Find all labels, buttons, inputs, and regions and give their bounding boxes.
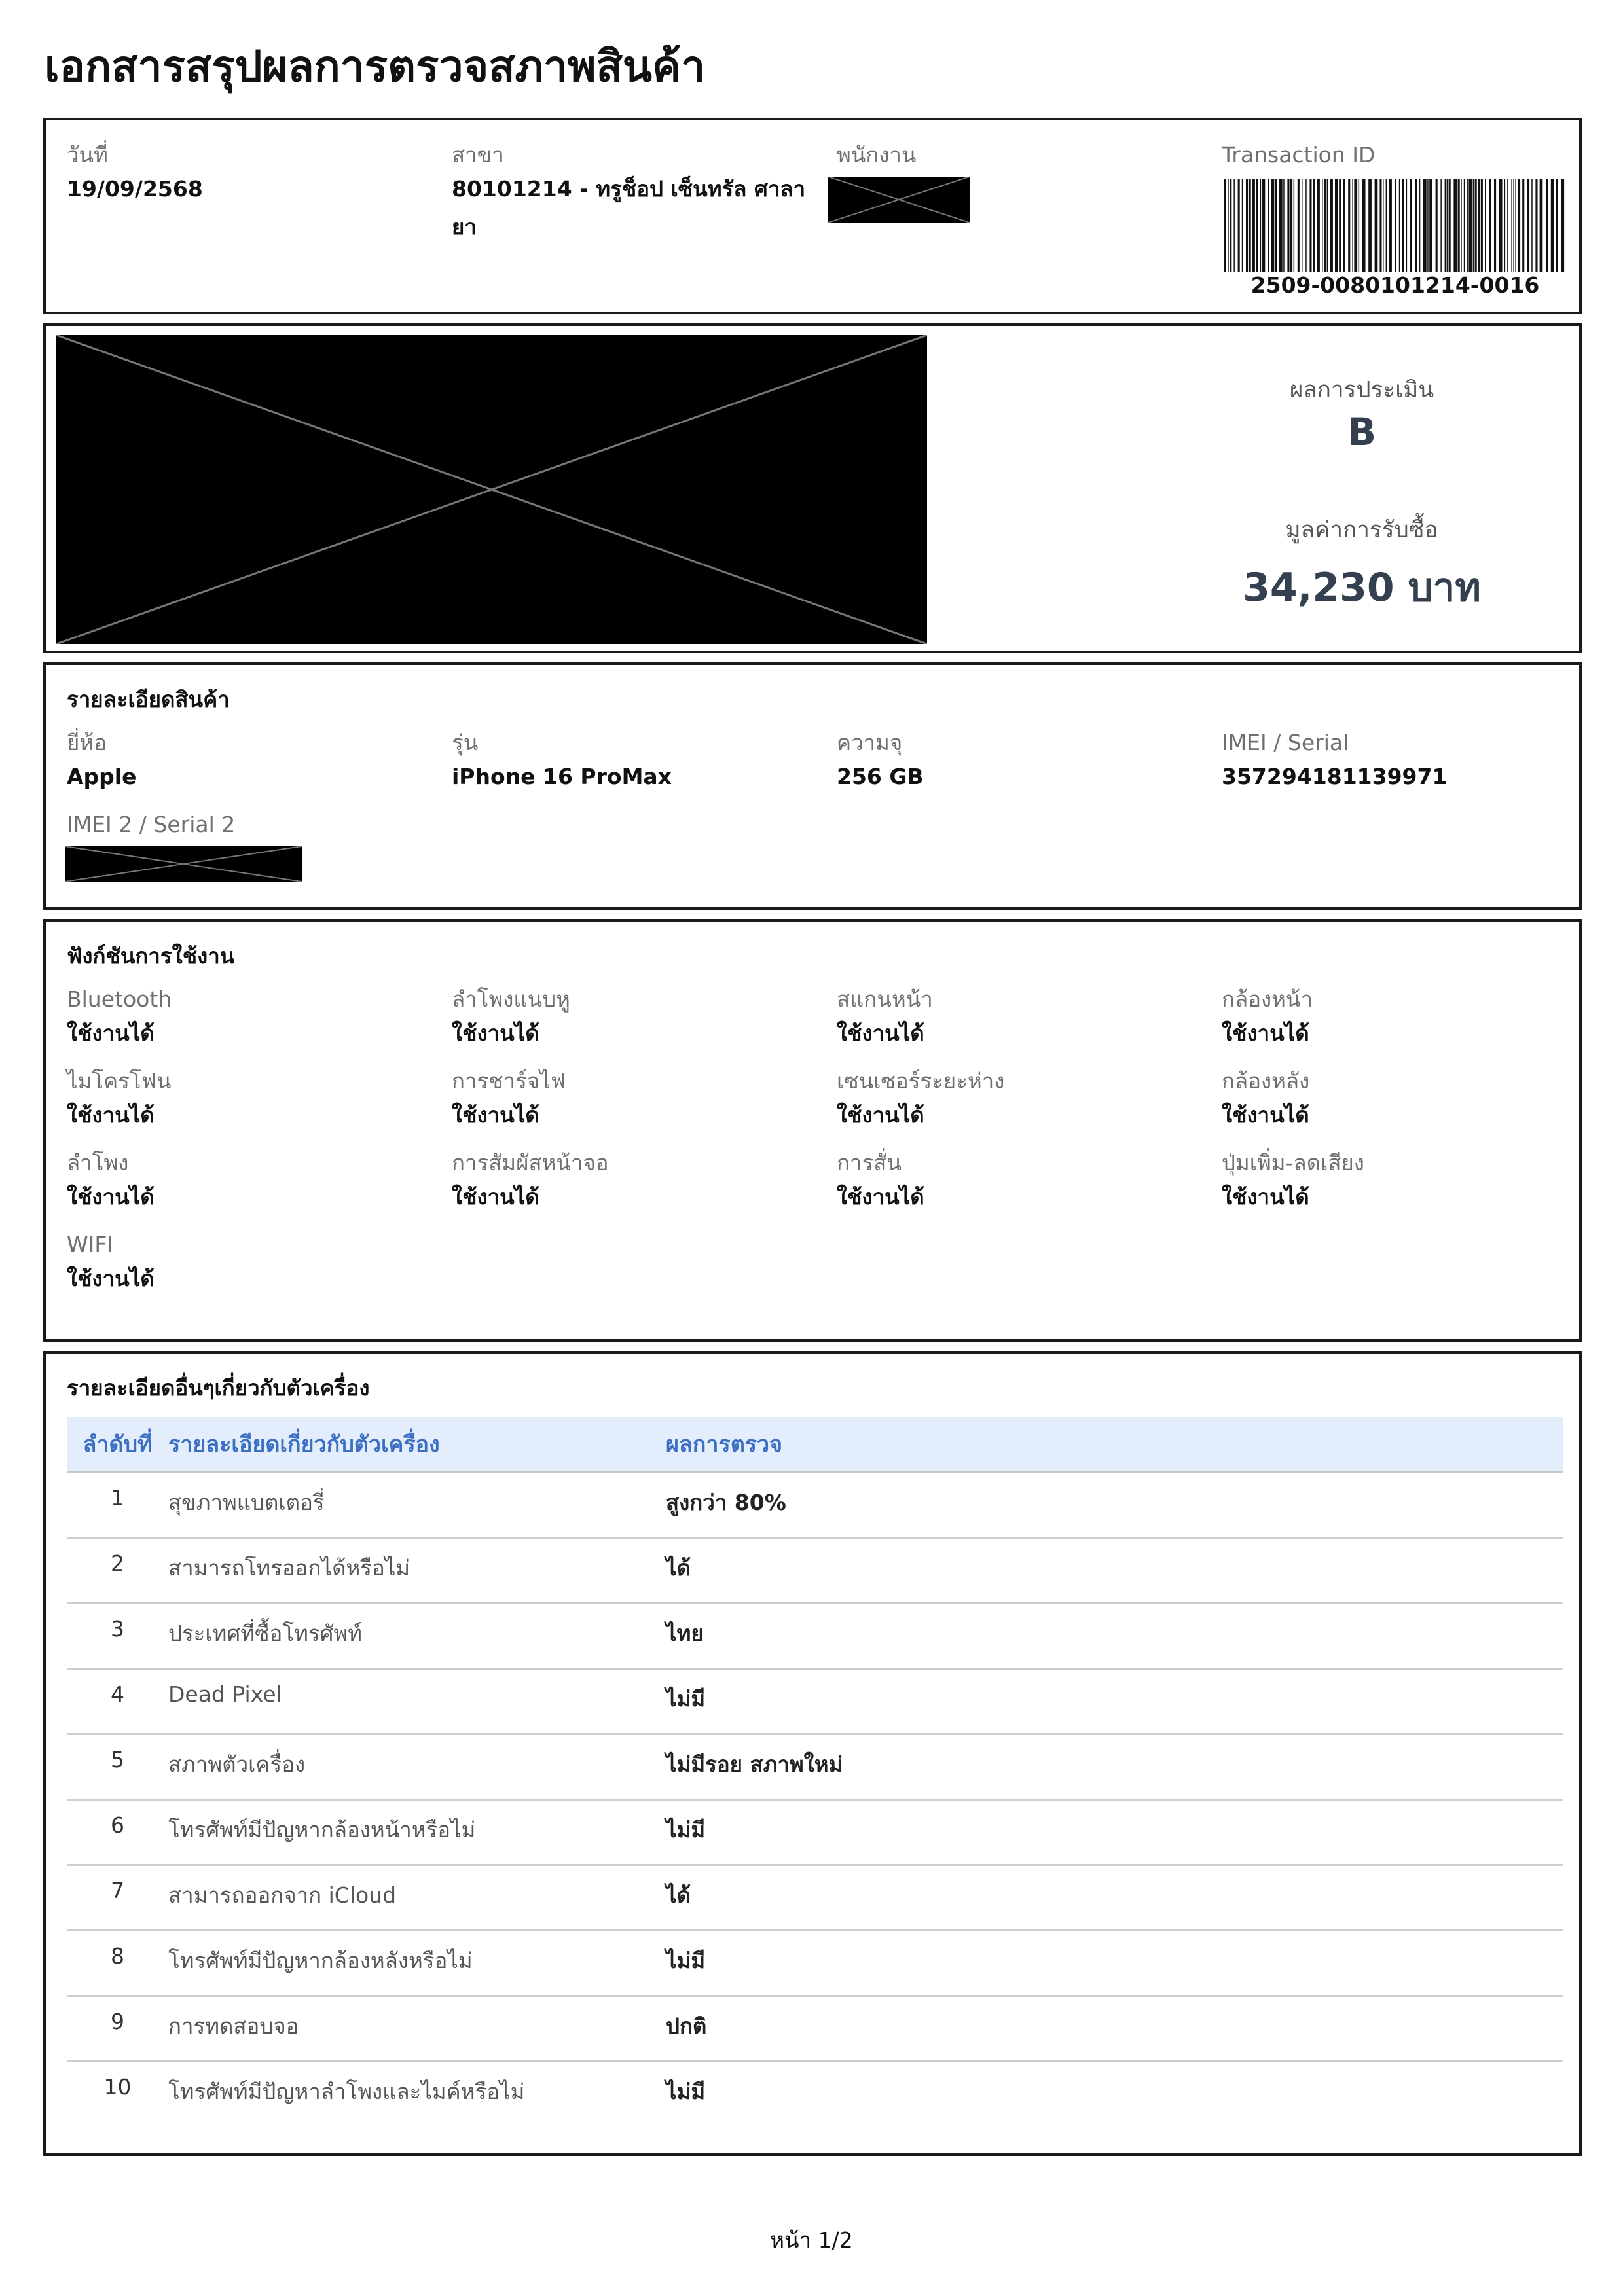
row-result: ไม่มี <box>666 1930 1563 1996</box>
row-number: 10 <box>103 2073 132 2100</box>
row-number: 2 <box>67 1537 168 1603</box>
function-label: ลำโพงแนบหู <box>452 986 570 1012</box>
brand-field <box>67 728 452 796</box>
row-number: 1 <box>67 1472 168 1537</box>
row-result: ไม่มี <box>666 2078 706 2104</box>
table-row <box>67 1865 1563 1930</box>
function-status: ใช้งานได้ <box>452 1184 539 1210</box>
function-item <box>67 1066 452 1148</box>
row-result: สูงกว่า 80% <box>666 1472 1563 1537</box>
row-number: 9 <box>67 1996 168 2061</box>
function-label: ไมโครโฟน <box>67 1068 172 1094</box>
page-number: หน้า 1/2 <box>770 2227 853 2253</box>
transaction-id: 2509-0080101214-0016 <box>1250 272 1540 298</box>
header-box <box>43 118 1582 314</box>
function-status: ใช้งานได้ <box>1222 1184 1309 1210</box>
function-item <box>1222 1148 1605 1230</box>
col-header-desc: รายละเอียดเกี่ยวกับตัวเครื่อง <box>168 1417 666 1472</box>
functions-box <box>43 919 1582 1342</box>
function-status: ใช้งานได้ <box>837 1184 924 1210</box>
details-box <box>43 1351 1582 2156</box>
function-label: ลำโพง <box>67 1150 129 1175</box>
brand-value: Apple <box>67 764 137 789</box>
row-result: ไม่มี <box>666 1799 1563 1865</box>
table-row <box>67 1537 1563 1603</box>
date-label: วันที่ <box>67 142 108 168</box>
table-row <box>67 1799 1563 1865</box>
document-title: เอกสารสรุปผลการตรวจสภาพสินค้า <box>45 41 706 92</box>
table-header-row <box>67 1417 1563 1472</box>
imei2-label: IMEI 2 / Serial 2 <box>67 812 236 837</box>
model-label: รุ่น <box>452 730 479 755</box>
function-status: ใช้งานได้ <box>67 1020 155 1046</box>
function-status: ใช้งานได้ <box>452 1020 539 1046</box>
row-description: โทรศัพท์มีปัญหาลำโพงและไมค์หรือไม่ <box>168 2078 525 2104</box>
function-item <box>452 1066 837 1148</box>
storage-field <box>837 728 1222 796</box>
function-status: ใช้งานได้ <box>837 1020 924 1046</box>
function-item <box>67 1148 452 1230</box>
model-value: iPhone 16 ProMax <box>452 764 672 789</box>
row-description: การทดสอบจอ <box>168 1996 666 2061</box>
row-description: โทรศัพท์มีปัญหากล้องหน้าหรือไม่ <box>168 1799 666 1865</box>
row-result: ไม่มี <box>666 1668 1563 1734</box>
function-label: การชาร์จไฟ <box>452 1068 566 1094</box>
col-header-result: ผลการตรวจ <box>666 1417 1563 1472</box>
row-result: ได้ <box>666 1865 1563 1930</box>
imei-field <box>1222 728 1605 796</box>
table-row <box>67 1603 1563 1668</box>
row-description: สภาพตัวเครื่อง <box>168 1734 666 1799</box>
details-section-title: รายละเอียดอื่นๆเกี่ยวกับตัวเครื่อง <box>67 1375 370 1401</box>
imei2-redacted <box>65 846 302 882</box>
model-field <box>452 728 837 796</box>
date-field <box>67 140 452 246</box>
table-row <box>67 1930 1563 1996</box>
row-number: 4 <box>67 1668 168 1734</box>
function-status: ใช้งานได้ <box>67 1266 155 1291</box>
grade-label: ผลการประเมิน <box>1289 377 1434 403</box>
function-label: กล้องหน้า <box>1222 986 1313 1012</box>
row-number: 5 <box>67 1734 168 1799</box>
function-label: กล้องหลัง <box>1222 1068 1310 1094</box>
device-photo-redacted <box>56 335 927 644</box>
row-description: ประเทศที่ซื้อโทรศัพท์ <box>168 1603 666 1668</box>
branch-field <box>452 140 837 246</box>
row-description: สุขภาพแบตเตอรี่ <box>168 1472 666 1537</box>
transaction-label: Transaction ID <box>1222 142 1376 168</box>
function-item <box>452 1148 837 1230</box>
table-row <box>67 1734 1563 1799</box>
function-item <box>837 984 1222 1066</box>
imei-label: IMEI / Serial <box>1222 730 1349 755</box>
function-label: การสั่น <box>837 1150 902 1175</box>
function-status: ใช้งานได้ <box>1222 1102 1309 1128</box>
row-result: ได้ <box>666 1537 1563 1603</box>
function-item <box>452 984 837 1066</box>
function-status: ใช้งานได้ <box>452 1102 539 1128</box>
function-item <box>1222 984 1605 1066</box>
function-item <box>67 1230 452 1312</box>
functions-section-title: ฟังก์ชันการใช้งาน <box>67 943 235 969</box>
barcode-icon <box>1222 179 1568 272</box>
row-number: 7 <box>67 1865 168 1930</box>
function-item <box>1222 1066 1605 1148</box>
storage-value: 256 GB <box>837 764 924 789</box>
function-item <box>837 1148 1222 1230</box>
row-result: ไม่มีรอย สภาพใหม่ <box>666 1734 1563 1799</box>
price-label: มูลค่าการรับซื้อ <box>1285 517 1438 543</box>
row-number: 3 <box>67 1603 168 1668</box>
grade-value: B <box>1347 410 1377 454</box>
imei-value: 357294181139971 <box>1222 764 1448 789</box>
functions-grid <box>67 984 1558 1312</box>
details-table <box>67 1417 1563 2126</box>
assessment-box <box>43 323 1582 653</box>
row-number: 6 <box>67 1799 168 1865</box>
function-label: WIFI <box>67 1232 114 1257</box>
table-row <box>67 1996 1563 2061</box>
table-row <box>67 1668 1563 1734</box>
staff-redacted <box>828 177 970 223</box>
row-description: Dead Pixel <box>168 1668 666 1734</box>
table-row <box>67 1472 1563 1537</box>
row-number: 8 <box>67 1930 168 1996</box>
product-section-title: รายละเอียดสินค้า <box>67 687 230 712</box>
function-label: Bluetooth <box>67 986 172 1012</box>
row-result: ไทย <box>666 1603 1563 1668</box>
product-box <box>43 662 1582 910</box>
branch-value: 80101214 - ทรูช็อป เซ็นทรัล ศาลายา <box>452 176 806 240</box>
function-status: ใช้งานได้ <box>67 1102 155 1128</box>
row-description: สามารถโทรออกได้หรือไม่ <box>168 1537 666 1603</box>
function-item <box>67 984 452 1066</box>
function-status: ใช้งานได้ <box>1222 1020 1309 1046</box>
function-status: ใช้งานได้ <box>67 1184 155 1210</box>
price-value: 34,230 บาท <box>1243 565 1481 611</box>
row-description: โทรศัพท์มีปัญหากล้องหลังหรือไม่ <box>168 1930 666 1996</box>
col-header-no: ลำดับที่ <box>67 1417 168 1472</box>
function-label: สแกนหน้า <box>837 986 933 1012</box>
branch-label: สาขา <box>452 142 504 168</box>
brand-label: ยี่ห้อ <box>67 730 107 755</box>
row-description: สามารถออกจาก iCloud <box>168 1865 666 1930</box>
row-result: ปกติ <box>666 1996 1563 2061</box>
function-label: เซนเซอร์ระยะห่าง <box>837 1068 1005 1094</box>
function-status: ใช้งานได้ <box>837 1102 924 1128</box>
staff-label: พนักงาน <box>837 142 917 168</box>
function-item <box>837 1066 1222 1148</box>
function-label: การสัมผัสหน้าจอ <box>452 1150 609 1175</box>
function-label: ปุ่มเพิ่ม-ลดเสียง <box>1222 1150 1364 1175</box>
date-value: 19/09/2568 <box>67 176 203 202</box>
table-row <box>67 2061 1563 2126</box>
storage-label: ความจุ <box>837 730 903 755</box>
